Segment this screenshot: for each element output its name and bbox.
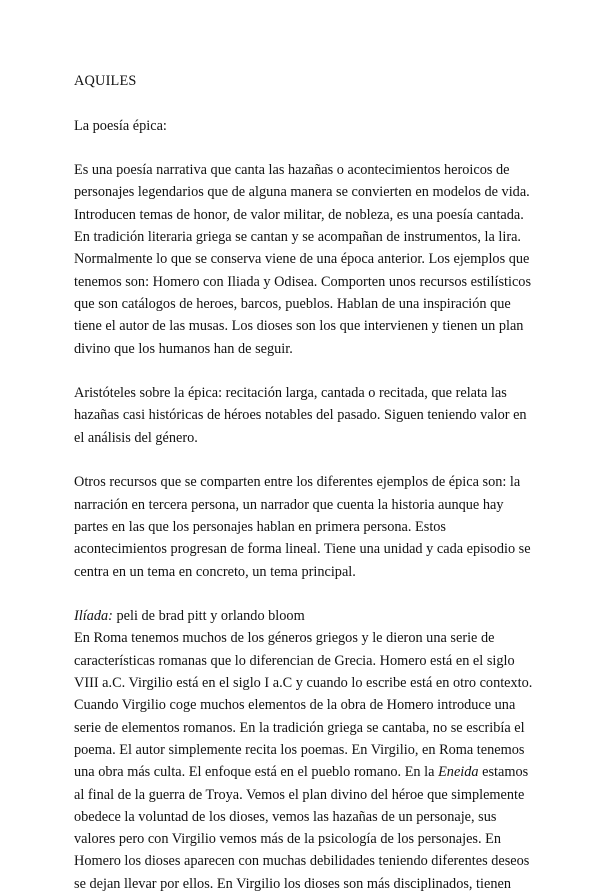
document-title: AQUILES <box>74 73 137 89</box>
eneida-label: Eneida <box>438 764 479 781</box>
paragraph-rome-part-1: En Roma tenemos muchos de los géneros griegos y le dieron una serie de características romanas que lo diferencian de Grecia. Homero está en el siglo VIII a.C. Virgilio está en el siglo I a.C y cuando lo escribe está en otro contexto. Cuando Virgilio coge muchos elementos de la obra de Homero introduce una serie de elementos romanos. En la tradición griega se cantaba, no se escribía el poema. El autor simplemente recita los poemas. En Virgilio, en Roma tenemos una obra más culta. El enfoque está en el pueblo romano. En la <box>74 630 533 781</box>
iliada-line <box>74 605 534 627</box>
paragraph-rome-part-2: estamos al final de la guerra de Troya. Vemos el plan divino del héroe que simplemente obedece la voluntad de los dioses, vemos las hazañas de un personaje, sus valores pero con Virgilio vemos más de la psicología de los personajes. En Homero los dioses aparecen con muchas debilidades teniendo diferentes deseos se dejan llevar por ellos. En Virgilio los dioses son más disciplinados, tienen <box>74 764 530 892</box>
section-heading: La poesía épica: <box>74 117 167 134</box>
paragraph-rome <box>74 627 534 895</box>
paragraph-aristotle: Aristóteles sobre la épica: recitación larga, cantada o recitada, que relata las hazañas casi históricas de héroes notables del pasado. Siguen teniendo valor en el análisis del género. <box>74 385 527 446</box>
document-body <box>74 70 534 895</box>
iliada-note: peli de brad pitt y orlando bloom <box>112 608 305 625</box>
paragraph-epic-definition: Es una poesía narrativa que canta las hazañas o acontecimientos heroicos de personajes legendarios que de alguna manera se convierten en modelos de vida. Introducen temas de honor, de valor militar, de nobleza, es una poesía cantada. En tradición literaria griega se cantan y se acompañan de instrumentos, la lira. Normalmente lo que se conserva viene de una época anterior. Los ejemplos que tenemos son: Homero con Iliada y Odisea. Comporten unos recursos estilísticos que son catálogos de heroes, barcos, pueblos. Hablan de una inspiración que tiene el autor de las musas. Los dioses son los que intervienen y tienen un plan divino que los humanos han de seguir. <box>74 162 532 357</box>
paragraph-resources: Otros recursos que se comparten entre los diferentes ejemplos de épica son: la narración en tercera persona, un narrador que cuenta la historia aunque hay partes en las que los personajes hablan en primera persona. Estos acontecimientos progresan de forma lineal. Tiene una unidad y cada episodio se centra en un tema en concreto, un tema principal. <box>74 474 531 580</box>
iliada-label: Ilíada: <box>74 608 113 625</box>
